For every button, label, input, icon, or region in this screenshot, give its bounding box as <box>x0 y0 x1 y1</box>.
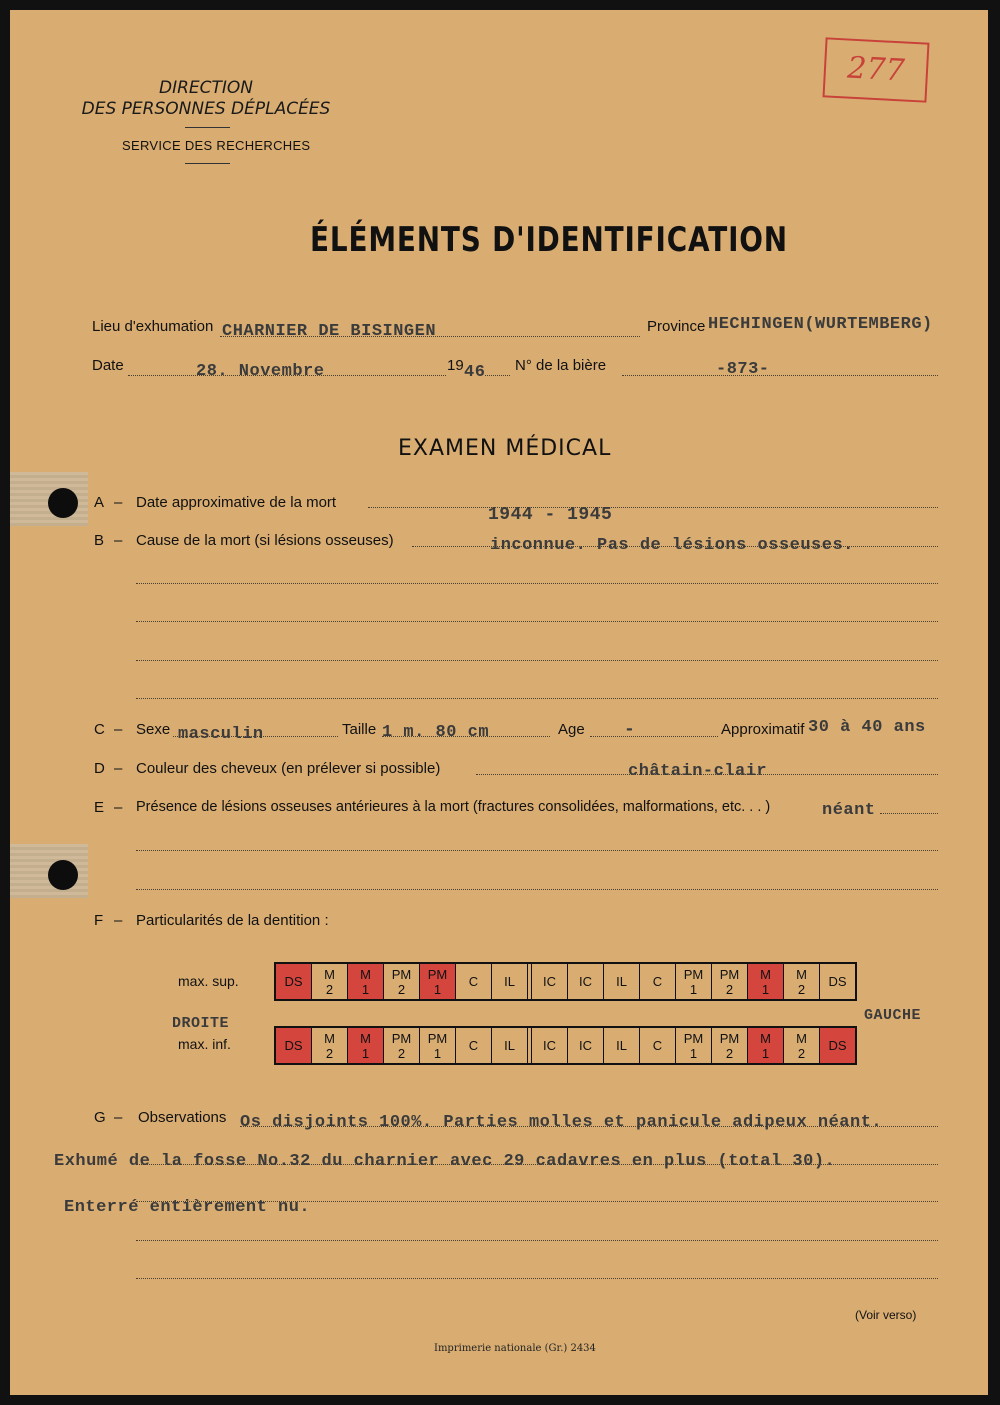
sexe-label: Sexe <box>136 721 171 738</box>
tooth-type: C <box>652 1038 663 1053</box>
tooth-cell <box>676 964 712 999</box>
taille-value: 1 m. 80 cm <box>382 723 490 742</box>
item-a-dotted-line <box>368 507 938 508</box>
droite-label: DROITE <box>172 1015 230 1032</box>
tooth-type: M <box>360 966 371 982</box>
tooth-number: 2 <box>725 1045 734 1061</box>
header-direction: DIRECTION <box>158 78 254 98</box>
tooth-type: M <box>324 966 335 982</box>
tooth-type: C <box>468 1038 479 1053</box>
lieu-label: Lieu d'exhumation <box>92 318 214 335</box>
tooth-cell <box>492 964 528 999</box>
tooth-number: 2 <box>325 1045 334 1061</box>
age-label: Age <box>558 721 585 738</box>
age-value: - <box>624 720 636 740</box>
tooth-type: IL <box>616 1038 627 1053</box>
tooth-number: 1 <box>433 981 442 997</box>
tooth-cell <box>748 964 784 999</box>
year-suffix: 46 <box>464 363 486 382</box>
page-title: ÉLÉMENTS D'IDENTIFICATION <box>310 220 788 260</box>
item-e-letter: E <box>94 799 105 816</box>
biere-dotted-line <box>622 375 938 376</box>
item-b-line-4 <box>136 660 938 661</box>
tooth-cell <box>568 964 604 999</box>
biere-label: N° de la bière <box>515 357 607 374</box>
tooth-cell <box>492 1028 528 1063</box>
observation-line-1: Os disjoints 100%. Parties molles et panicule adipeux néant. <box>240 1113 883 1132</box>
tooth-cell <box>531 964 568 999</box>
tooth-cell <box>456 1028 492 1063</box>
tooth-type: M <box>796 966 807 982</box>
lieu-value: CHARNIER DE BISINGEN <box>222 322 437 341</box>
tooth-type: PM <box>683 966 704 982</box>
tooth-type: PM <box>427 966 448 982</box>
tooth-cell <box>276 964 312 999</box>
form-sheet: DIRECTION DES PERSONNES DÉPLACÉES SERVICE DES RECHERCHES 277 ÉLÉMENTS D'IDENTIFICATION Lieu d'exhumation CHARNIER DE BISINGEN Province HECHINGEN(WURTEMBERG) Date 28. Novembre 19 46 N° de la bière -873- EXAMEN MÉDICAL A – Date approximative de la mort 1944 - 1945 B – Cause de la mort (si lésions osseuses) inconnue. Pas de lésions osseuses. C – Sexe masculin Taille 1 m. 80 cm Age - Approximatif 30 à 40 ans D – Couleur des cheveux (en prélever si possible) châtain-clair E – Présence de lésions osseuses antérieures à la mort (fractures consolidées, malformations, etc. . . ) néant F – Particularités de la dentition : max. sup. DS M 2 M 1 PM 2 PM 1 C IL IC IC IL C PM 1 PM 2 M 1 M 2 DS DROITE max. inf. DS M 2 M 1 PM 2 PM 1 C IL IC IC IL C PM 1 PM 2 M 1 M 2 DS GAUCHE G – Observations Os disjoints 100%. Parties molles et panicule adipeux néant. Exhumé de la fosse No.32 du charnier avec 29 cadavres en plus (total 30). Enterré entièrement nu. (Voir verso) Imprimerie nationale (Gr.) 2434 <box>10 10 988 1395</box>
lower-teeth-chart <box>274 1026 857 1065</box>
date-value: 28. Novembre <box>196 362 325 381</box>
item-b-label: Cause de la mort (si lésions osseuses) <box>136 532 394 549</box>
item-e-line-3 <box>136 889 938 890</box>
tooth-cell <box>604 1028 640 1063</box>
tooth-number: 2 <box>797 981 806 997</box>
tooth-number: 2 <box>797 1045 806 1061</box>
tooth-type: DS <box>828 974 847 989</box>
tooth-type: IC <box>543 1038 556 1053</box>
year-prefix: 19 <box>447 357 464 374</box>
tooth-type: IL <box>504 1038 515 1053</box>
tooth-number: 1 <box>761 1045 770 1061</box>
tooth-type: DS <box>828 1038 847 1053</box>
header-personnes-deplacees: DES PERSONNES DÉPLACÉES <box>81 99 331 119</box>
tooth-cell <box>384 1028 420 1063</box>
tooth-cell <box>712 1028 748 1063</box>
tooth-type: PM <box>391 966 412 982</box>
tooth-type: DS <box>284 1038 303 1053</box>
tooth-cell <box>348 964 384 999</box>
tooth-type: PM <box>427 1030 448 1046</box>
upper-teeth-chart <box>274 962 857 1001</box>
approx-value: 30 à 40 ans <box>808 718 926 737</box>
item-b-line-3 <box>136 621 938 622</box>
item-f-letter: F <box>94 912 104 929</box>
tooth-number: 2 <box>397 981 406 997</box>
gauche-label: GAUCHE <box>864 1007 922 1024</box>
item-a-value: 1944 - 1945 <box>488 505 613 525</box>
approx-label: Approximatif <box>721 721 805 738</box>
item-a-label: Date approximative de la mort <box>136 494 337 511</box>
tooth-cell <box>384 964 420 999</box>
tooth-cell <box>784 1028 820 1063</box>
max-sup-label: max. sup. <box>178 973 239 989</box>
tooth-cell <box>312 1028 348 1063</box>
tooth-type: C <box>468 974 479 989</box>
tooth-type: PM <box>683 1030 704 1046</box>
item-g-label: Observations <box>138 1109 227 1126</box>
observation-line-3: Enterré entièrement nu. <box>64 1198 311 1217</box>
item-d-label: Couleur des cheveux (en prélever si possible) <box>136 760 441 777</box>
imprimerie-label: Imprimerie nationale (Gr.) 2434 <box>434 1343 596 1354</box>
tooth-cell <box>568 1028 604 1063</box>
tooth-number: 1 <box>761 981 770 997</box>
item-e-dotted-line <box>880 813 938 814</box>
taille-label: Taille <box>342 721 377 738</box>
item-d-value: châtain-clair <box>628 762 768 781</box>
tooth-cell <box>348 1028 384 1063</box>
observation-line-2: Exhumé de la fosse No.32 du charnier avec 29 cadavres en plus (total 30). <box>54 1152 836 1171</box>
tooth-number: 1 <box>689 1045 698 1061</box>
tooth-cell <box>712 964 748 999</box>
tooth-type: PM <box>719 1030 740 1046</box>
tooth-number: 1 <box>361 981 370 997</box>
tooth-type: M <box>760 1030 771 1046</box>
item-f-label: Particularités de la dentition : <box>136 912 329 929</box>
tooth-type: PM <box>719 966 740 982</box>
tooth-number: 2 <box>397 1045 406 1061</box>
item-e-value: néant <box>822 801 876 820</box>
tooth-type: IL <box>504 974 515 989</box>
archive-number-stamp: 277 <box>823 37 930 102</box>
voir-verso: (Voir verso) <box>855 1308 917 1322</box>
tooth-type: IC <box>543 974 556 989</box>
tooth-cell <box>312 964 348 999</box>
tooth-cell <box>276 1028 312 1063</box>
province-value: HECHINGEN(WURTEMBERG) <box>708 315 933 334</box>
tooth-cell <box>604 964 640 999</box>
tooth-number: 1 <box>433 1045 442 1061</box>
year-dotted-line <box>485 375 510 376</box>
tooth-type: M <box>760 966 771 982</box>
header-rule-2 <box>185 163 230 164</box>
item-b-line-2 <box>136 583 938 584</box>
tooth-cell <box>640 1028 676 1063</box>
biere-value: -873- <box>716 360 770 379</box>
item-c-letter: C <box>94 721 105 738</box>
section-title: EXAMEN MÉDICAL <box>398 436 612 461</box>
tooth-number: 2 <box>725 981 734 997</box>
tooth-type: M <box>324 1030 335 1046</box>
tooth-cell <box>456 964 492 999</box>
tooth-type: C <box>652 974 663 989</box>
tooth-cell <box>676 1028 712 1063</box>
tooth-type: IC <box>579 1038 592 1053</box>
item-e-label: Présence de lésions osseuses antérieures à la mort (fractures consolidées, malformations, etc. . . ) <box>136 799 771 815</box>
tooth-number: 1 <box>689 981 698 997</box>
tooth-cell <box>820 1028 855 1063</box>
tooth-cell <box>784 964 820 999</box>
punch-hole-bottom <box>48 860 78 890</box>
tooth-type: IC <box>579 974 592 989</box>
tooth-type: M <box>796 1030 807 1046</box>
tooth-type: IL <box>616 974 627 989</box>
punch-hole-top <box>48 488 78 518</box>
tooth-cell <box>420 1028 456 1063</box>
tooth-type: M <box>360 1030 371 1046</box>
item-e-line-2 <box>136 850 938 851</box>
date-label: Date <box>92 357 124 374</box>
item-g-letter: G <box>94 1109 106 1126</box>
header-service: SERVICE DES RECHERCHES <box>122 138 311 153</box>
age-dotted-line <box>590 736 718 737</box>
tooth-type: PM <box>391 1030 412 1046</box>
tooth-cell <box>531 1028 568 1063</box>
tooth-number: 2 <box>325 981 334 997</box>
max-inf-label: max. inf. <box>178 1036 231 1052</box>
tooth-cell <box>420 964 456 999</box>
item-g-line-4 <box>136 1240 938 1241</box>
item-b-letter: B <box>94 532 105 549</box>
item-b-value: inconnue. Pas de lésions osseuses. <box>490 536 854 555</box>
tooth-type: DS <box>284 974 303 989</box>
tooth-number: 1 <box>361 1045 370 1061</box>
tooth-cell <box>820 964 855 999</box>
item-a-letter: A <box>94 494 105 511</box>
sexe-value: masculin <box>178 725 264 744</box>
item-d-letter: D <box>94 760 105 777</box>
province-label: Province <box>647 318 706 335</box>
item-b-line-5 <box>136 698 938 699</box>
tooth-cell <box>640 964 676 999</box>
item-g-line-5 <box>136 1278 938 1279</box>
tooth-cell <box>748 1028 784 1063</box>
header-rule <box>185 127 230 128</box>
